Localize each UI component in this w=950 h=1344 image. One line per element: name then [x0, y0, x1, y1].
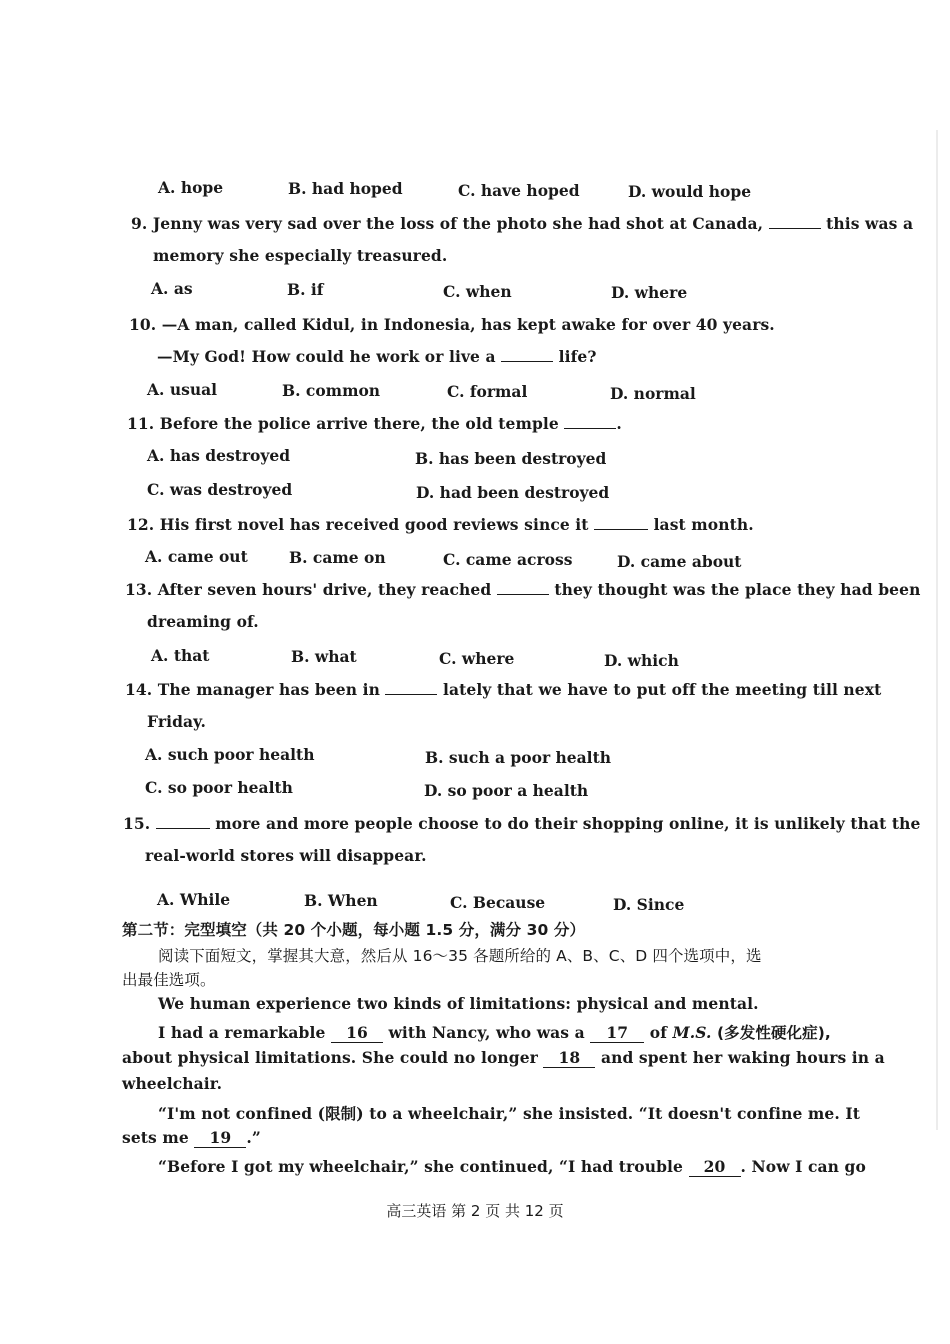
passage-line2	[158, 1021, 831, 1043]
passage-text: sets me	[122, 1128, 189, 1147]
q15-option-d: D. Since	[613, 895, 685, 914]
q12-blank	[594, 515, 648, 530]
q11-option-d: D. had been destroyed	[416, 483, 610, 502]
q12-option-a: A. came out	[145, 547, 248, 566]
q8-option-b: B. had hoped	[288, 179, 403, 198]
passage-text-cn: (多发性硬化症),	[716, 1024, 831, 1042]
passage-text: of	[649, 1023, 667, 1042]
q13-option-a: A. that	[151, 646, 210, 665]
q13-text-a: 13. After seven hours' drive, they reached	[125, 580, 492, 599]
q15-line2: real-world stores will disappear.	[145, 846, 427, 865]
q9-line2: memory she especially treasured.	[153, 246, 448, 265]
q11-text-a: 11. Before the police arrive there, the old temple	[127, 414, 559, 433]
q14-option-b: B. such a poor health	[425, 748, 611, 767]
q9-option-a: A. as	[151, 279, 193, 298]
q13-option-b: B. what	[291, 647, 357, 666]
q9-line1	[131, 214, 913, 233]
q13-line1	[125, 580, 920, 599]
passage-text: . Now I can go	[740, 1157, 866, 1176]
passage-text: I had a remarkable	[158, 1023, 326, 1042]
q13-blank	[497, 580, 549, 595]
q11-text-b: .	[616, 414, 622, 433]
passage-ms-abbrev: M.S.	[672, 1023, 712, 1042]
passage-text: and spent her waking hours in a	[600, 1048, 885, 1067]
q9-blank	[769, 214, 821, 229]
passage-line5: “I'm not confined (限制) to a wheelchair,” she insisted. “It doesn't confine me. It	[158, 1104, 860, 1123]
q9-option-b: B. if	[287, 280, 324, 299]
q14-line2: Friday.	[147, 712, 206, 731]
passage-text: with Nancy, who was a	[388, 1023, 585, 1042]
q12-option-d: D. came about	[617, 552, 742, 571]
q13-option-c: C. where	[439, 649, 515, 668]
passage-line7	[158, 1157, 866, 1177]
q11-line1	[127, 414, 622, 433]
passage-line3	[122, 1048, 885, 1068]
q14-text-b: lately that we have to put off the meeting till next	[442, 680, 882, 699]
section2-heading: 第二节：完型填空（共 20 个小题，每小题 1.5 分，满分 30 分）	[122, 921, 586, 939]
passage-line4: wheelchair.	[122, 1074, 223, 1093]
q9-text-a: 9. Jenny was very sad over the loss of the photo she had shot at Canada,	[131, 214, 764, 233]
q11-option-b: B. has been destroyed	[415, 449, 607, 468]
cloze-blank-16: 16	[331, 1023, 383, 1043]
q8-option-c: C. have hoped	[458, 181, 580, 200]
q11-option-a: A. has destroyed	[147, 446, 291, 465]
q14-line1	[125, 680, 881, 699]
q15-text-b: more and more people choose to do their shopping online, it is unlikely that the	[215, 814, 921, 833]
q10-blank	[501, 347, 553, 362]
q12-option-b: B. came on	[289, 548, 386, 567]
q10-option-d: D. normal	[610, 384, 696, 403]
cloze-blank-20: 20	[689, 1157, 741, 1177]
q10-option-a: A. usual	[147, 380, 218, 399]
q8-option-a: A. hope	[158, 178, 224, 197]
q15-option-c: C. Because	[450, 893, 546, 912]
q13-line2: dreaming of.	[147, 612, 259, 631]
q10-option-b: B. common	[282, 381, 381, 400]
cloze-blank-19: 19	[194, 1128, 246, 1148]
q12-text-a: 12. His first novel has received good reviews since it	[127, 515, 589, 534]
scan-shadow	[936, 130, 938, 1130]
passage-text: about physical limitations. She could no longer	[122, 1048, 538, 1067]
q15-line1	[123, 814, 920, 833]
q12-text-b: last month.	[653, 515, 754, 534]
q14-option-a: A. such poor health	[145, 745, 315, 764]
passage-text: .”	[246, 1128, 261, 1147]
q14-option-c: C. so poor health	[145, 778, 293, 797]
passage-text: “Before I got my wheelchair,” she continued, “I had trouble	[158, 1157, 684, 1176]
q11-blank	[564, 414, 616, 429]
q14-option-d: D. so poor a health	[424, 781, 589, 800]
q13-text-b: they thought was the place they had been	[554, 580, 921, 599]
q10-option-c: C. formal	[447, 382, 528, 401]
q9-option-c: C. when	[443, 282, 512, 301]
q9-text-b: this was a	[826, 214, 914, 233]
page-footer: 高三英语 第 2 页 共 12 页	[386, 1202, 564, 1220]
q10-text-a: —My God! How could he work or live a	[157, 347, 496, 366]
section2-instruction-line1: 阅读下面短文，掌握其大意，然后从 16～35 各题所给的 A、B、C、D 四个选项中，选	[158, 947, 762, 965]
q10-text-b: life?	[558, 347, 597, 366]
passage-line6	[122, 1128, 261, 1148]
section2-instruction-line2: 出最佳选项。	[122, 971, 216, 989]
q10-line2	[157, 347, 597, 366]
cloze-blank-18: 18	[543, 1048, 595, 1068]
q14-blank	[385, 680, 437, 695]
q15-option-b: B. When	[304, 891, 378, 910]
q11-option-c: C. was destroyed	[147, 480, 293, 499]
q10-line1: 10. —A man, called Kidul, in Indonesia, has kept awake for over 40 years.	[129, 315, 775, 334]
q13-option-d: D. which	[604, 651, 679, 670]
q8-option-d: D. would hope	[628, 182, 752, 201]
q15-text-a: 15.	[123, 814, 151, 833]
cloze-blank-17: 17	[590, 1023, 644, 1043]
q9-option-d: D. where	[611, 283, 688, 302]
q15-option-a: A. While	[157, 890, 231, 909]
q12-option-c: C. came across	[443, 550, 573, 569]
q12-line1	[127, 515, 754, 534]
q15-blank	[156, 814, 210, 829]
passage-p1: We human experience two kinds of limitations: physical and mental.	[158, 994, 759, 1013]
q14-text-a: 14. The manager has been in	[125, 680, 380, 699]
